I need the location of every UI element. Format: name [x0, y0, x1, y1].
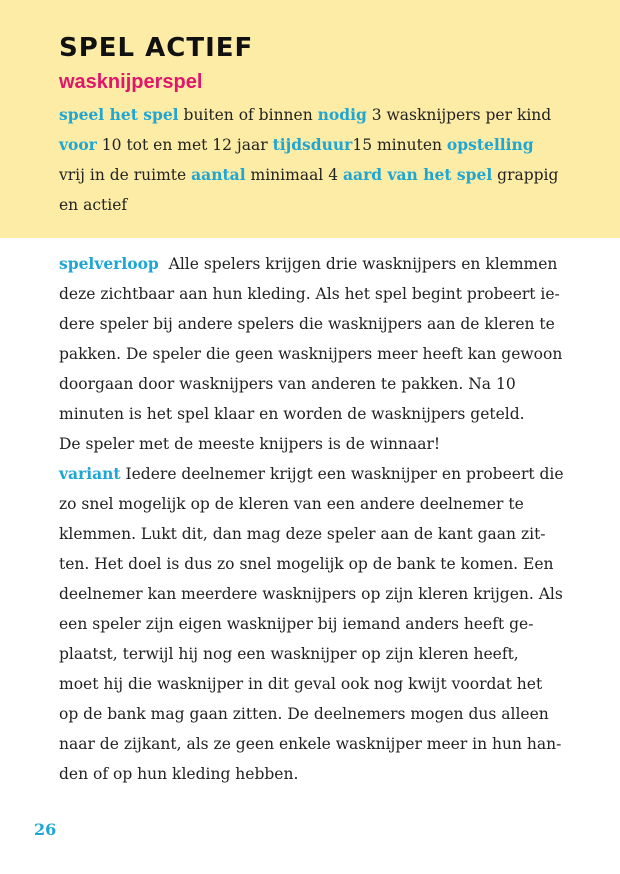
meta-value: buiten of binnen [183, 106, 313, 124]
meta-label: nodig [317, 105, 367, 124]
meta-label: aard van het spel [343, 165, 493, 184]
text-line: plaatst, terwijl hij nog een wasknijper op zijn kleren heeft, [59, 645, 519, 663]
text-line: zo snel mogelijk op de kleren van een andere deelnemer te [59, 495, 524, 513]
text-line: minuten is het spel klaar en worden de wasknijpers geteld. [59, 405, 525, 423]
text-line: een speler zijn eigen wasknijper bij iemand anders heeft ge- [59, 615, 534, 633]
text-line: pakken. De speler die geen wasknijpers meer heeft kan gewoon [59, 345, 563, 363]
meta-value: grappig en actief [59, 166, 559, 214]
meta-label: tijdsduur [272, 135, 353, 154]
variant-label: variant [59, 464, 121, 483]
text-line: moet hij die wasknijper in dit geval ook nog kwijt voordat het [59, 675, 543, 693]
text-line [59, 249, 559, 279]
spelverloop-label: spelverloop [59, 254, 159, 273]
text-line: ten. Het doel is dus zo snel mogelijk op de bank te komen. Een [59, 555, 554, 573]
text-line: dere speler bij andere spelers die wasknijpers aan de kleren te [59, 315, 555, 333]
text-line: op de bank mag gaan zitten. De deelnemers mogen dus alleen [59, 705, 549, 723]
game-name: wasknijperspel [59, 71, 203, 93]
meta-label: aantal [191, 165, 246, 184]
text-line: klemmen. Lukt dit, dan mag deze speler aan de kant gaan zit- [59, 525, 546, 543]
page-title: SPEL ACTIEF [59, 33, 254, 63]
page-number: 26 [34, 820, 57, 839]
meta-value: 15 minuten [352, 136, 442, 154]
text-line [59, 459, 564, 489]
meta-label: voor [59, 135, 97, 154]
text-line: doorgaan door wasknijpers van anderen te pakken. Na 10 [59, 375, 516, 393]
text-line: Alle spelers krijgen drie wasknijpers en klemmen [168, 255, 558, 273]
text-line: naar de zijkant, als ze geen enkele wasknijper meer in hun han- [59, 735, 562, 753]
header-panel [0, 0, 620, 238]
meta-value: minimaal 4 [250, 166, 339, 184]
text-line: den of op hun kleding hebben. [59, 765, 299, 783]
meta-value: vrij in de ruimte [59, 166, 187, 184]
meta-value: 10 tot en met 12 jaar [101, 136, 268, 154]
meta-label: speel het spel [59, 105, 179, 124]
meta-value: 3 wasknijpers per kind [371, 106, 552, 124]
text-line: De speler met de meeste knijpers is de winnaar! [59, 435, 441, 453]
text-line: deze zichtbaar aan hun kleding. Als het spel begint probeert ie- [59, 285, 560, 303]
meta-label: opstelling [446, 135, 534, 154]
game-info [59, 100, 559, 220]
game-description [59, 249, 564, 789]
text-line: deelnemer kan meerdere wasknijpers op zijn kleren krijgen. Als [59, 585, 563, 603]
text-line: Iedere deelnemer krijgt een wasknijper en probeert die [125, 465, 564, 483]
